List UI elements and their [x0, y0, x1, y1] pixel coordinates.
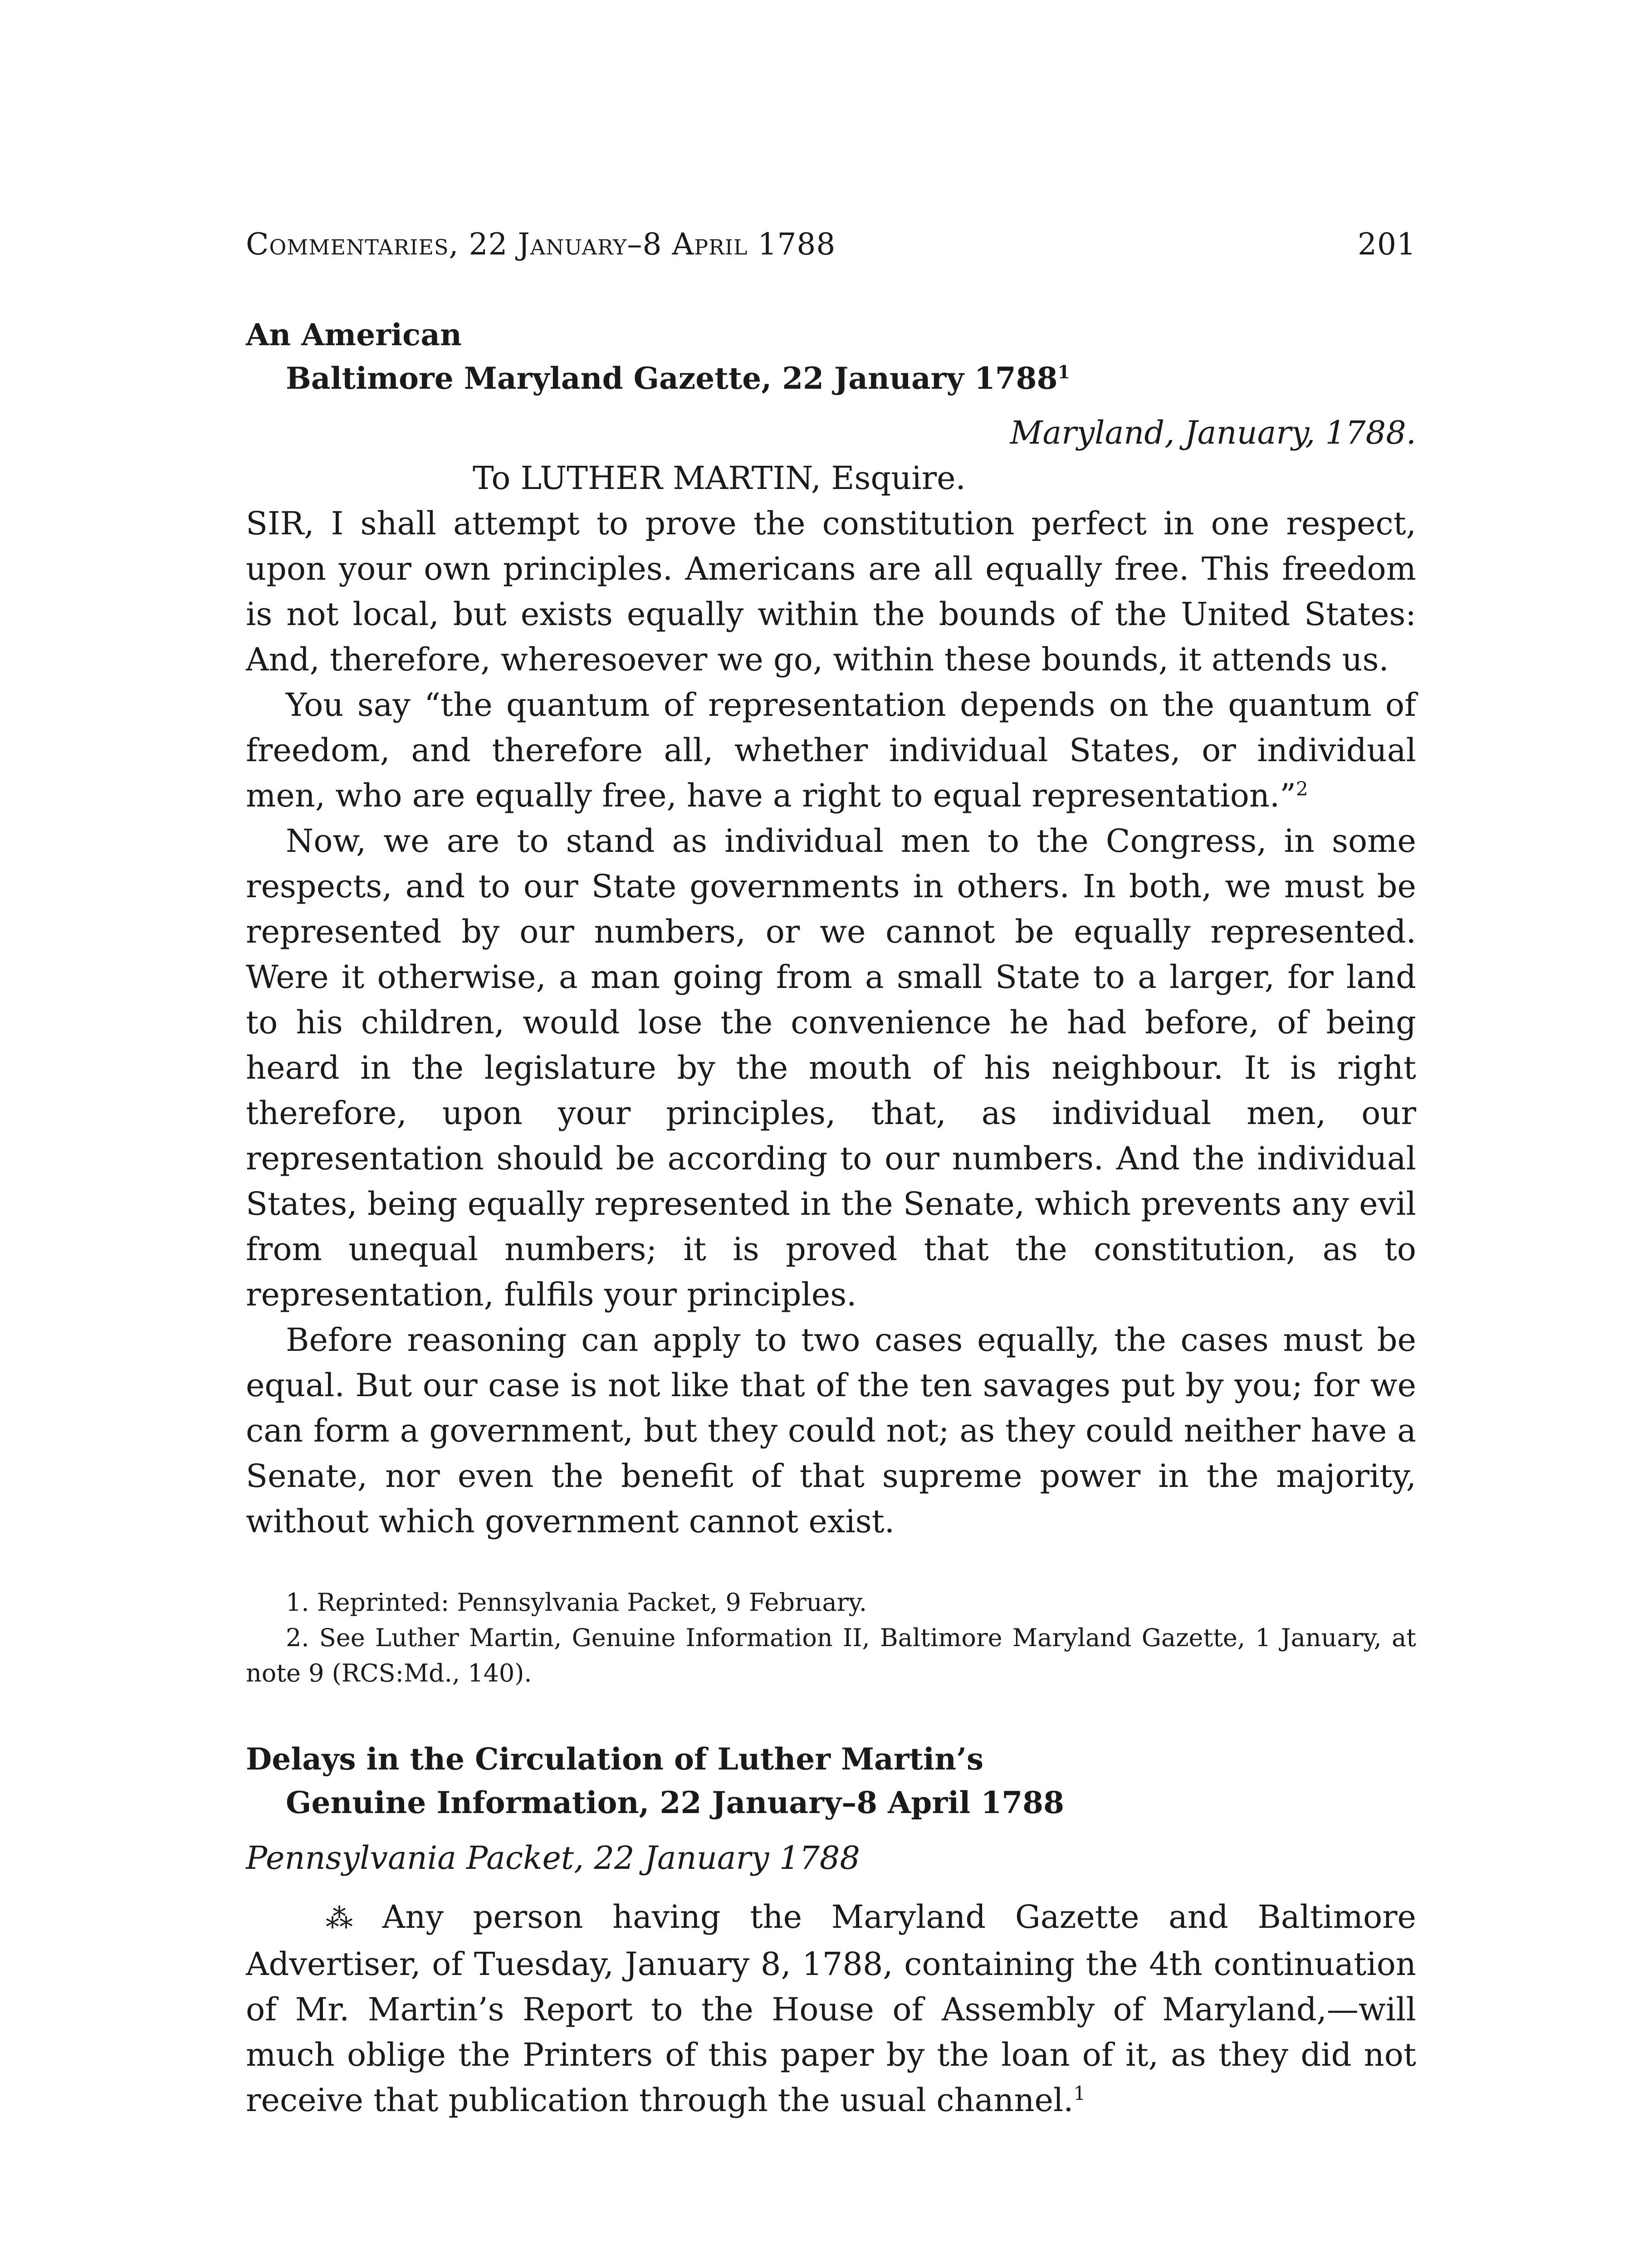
paragraph: [246, 1894, 1416, 2123]
article-delays: [246, 1737, 1416, 2123]
paragraph: Before reasoning can apply to two cases equally, the cases must be equal. But our case is not like that of the ten savages put by you; for we can form a government, but they could not; as they could neither have a Senate, nor even the benefit of that supreme power in the majority, without which government cannot exist.: [246, 1321, 1416, 1540]
article-heading: [246, 313, 1416, 400]
footnote: 2. See Luther Martin, Genuine Information II, Baltimore Maryland Gazette, 1 January, at note 9 (RCS:Md., 140).: [246, 1623, 1416, 1687]
article-source-heading: [246, 357, 1416, 400]
article-an-american: [246, 313, 1416, 1691]
running-head: [246, 227, 1416, 272]
footnotes: [246, 1585, 1416, 1691]
paragraph-text: You say “the quantum of representation depends on the quantum of freedom, and therefore all, whether individual States, or individual men, who are equally free, have a right to equal representation.”: [246, 686, 1416, 814]
article-title-continued: Genuine Information, 22 January–8 April 1788: [286, 1785, 1065, 1820]
article-source-text: Baltimore Maryland Gazette, 22 January 1788: [286, 361, 1058, 396]
paragraph: SIR, I shall attempt to prove the constitution perfect in one respect, upon your own principles. Americans are all equally free. This freedom is not local, but exists equally within the bounds of the United States: And, therefore, wheresoever we go, within these bounds, it attends us.: [246, 505, 1416, 678]
note-ref: 1: [1073, 2082, 1086, 2105]
paragraph-text: Any person having the Maryland Gazette and Baltimore Advertiser, of Tuesday, January 8, 1788, containing the 4th continuation of Mr. Martin’s Report to the House of Assembly of Maryland,—will much oblige the Printers of this paper by the loan of it, as they did not receive that publication through the usual channel.: [246, 1898, 1416, 2119]
note-ref: 2: [1296, 777, 1308, 800]
dateline: Maryland, January, 1788.: [1010, 414, 1416, 451]
paragraph: Now, we are to stand as individual men to the Congress, in some respects, and to our State governments in others. In both, we must be represented by our numbers, or we cannot be equally represented. Were it otherwise, a man going from a small State to a larger, for land to his children, would lose the convenience he had before, of being heard in the legislature by the mouth of his neighbour. It is right therefore, upon your principles, that, as individual men, our representation should be according to our numbers. And the individual States, being equally represented in the Senate, which prevents any evil from unequal numbers; it is proved that the constitution, as to representation, fulfils your principles.: [246, 822, 1416, 1313]
source-line: Pennsylvania Packet, 22 January 1788: [246, 1839, 860, 1877]
article-heading: [246, 1737, 1416, 1824]
footnote: 1. Reprinted: Pennsylvania Packet, 9 February.: [286, 1588, 867, 1617]
salutation: To LUTHER MARTIN, Esquire.: [473, 459, 966, 497]
note-ref: 1: [1057, 362, 1071, 383]
article-title: Delays in the Circulation of Luther Martin’s: [246, 1741, 984, 1777]
article-title: An American: [246, 317, 462, 352]
paragraph: [246, 682, 1416, 818]
running-head-title: Commentaries, 22 January–8 April 1788: [246, 227, 836, 262]
asterism-icon: ⁂: [326, 1903, 353, 1935]
page-number: 201: [1358, 227, 1416, 262]
